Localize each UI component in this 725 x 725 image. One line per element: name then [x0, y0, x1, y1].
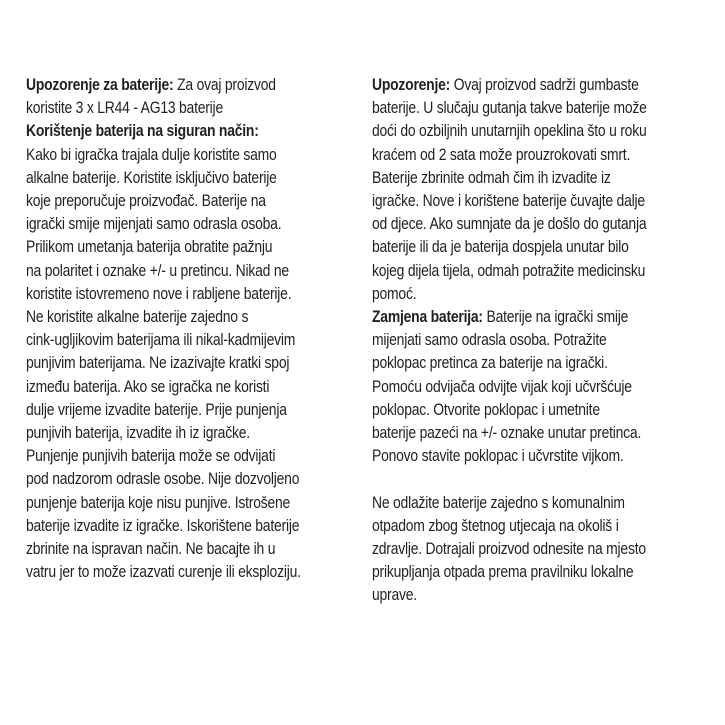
text-line [372, 260, 709, 283]
body-text: baterije ili da je baterija dospjela unutar bilo [372, 238, 629, 257]
body-text: baterije. U slučaju gutanja takve baterije može [372, 99, 647, 118]
text-line [26, 74, 363, 97]
body-text: koristite istovremeno nove i rabljene baterije. [26, 284, 292, 303]
body-text: zdravlje. Dotrajali proizvod odnesite na mjesto [372, 540, 646, 559]
body-text: otpadom zbog štetnog utjecaja na okoliš i [372, 516, 619, 535]
text-line [26, 283, 363, 306]
body-text: Prilikom umetanja baterija obratite pažnju [26, 238, 273, 257]
body-text: Pomoću odvijača odvijte vijak koji učvršćuje [372, 377, 632, 396]
text-line [372, 167, 709, 190]
text-line [26, 468, 363, 491]
bold-heading: Upozorenje za baterije: [26, 76, 174, 94]
text-line [372, 283, 709, 306]
text-line [372, 97, 709, 120]
text-line [26, 329, 363, 352]
body-text: Za ovaj proizvod [173, 76, 276, 94]
body-text: Baterije na igrački smije [482, 308, 629, 327]
body-text: koje preporučuje proizvođač. Baterije na [26, 192, 266, 211]
text-line [26, 561, 363, 584]
text-line [26, 376, 363, 399]
body-text: koristite 3 x LR44 - AG13 baterije [26, 99, 223, 118]
paragraph-gap [372, 468, 709, 491]
text-line [26, 167, 363, 190]
text-line [26, 260, 363, 283]
text-line [372, 422, 709, 445]
text-line [26, 538, 363, 561]
body-text: pomoć. [372, 284, 417, 303]
text-line [372, 306, 709, 329]
text-line [372, 144, 709, 167]
text-line [372, 584, 709, 607]
body-text: uprave. [372, 586, 417, 605]
text-line [372, 329, 709, 352]
text-line [26, 97, 363, 120]
text-line [26, 190, 363, 213]
text-line [26, 492, 363, 515]
body-text: poklopac pretinca za baterije na igrački. [372, 354, 608, 373]
body-text: kraćem od 2 sata može prouzrokovati smrt. [372, 145, 631, 164]
text-line [372, 445, 709, 468]
bold-heading: Zamjena baterija: [372, 308, 483, 327]
body-text: na polaritet i oznake +/- u pretincu. Nikad ne [26, 261, 289, 280]
body-text: pod nadzorom odrasle osobe. Nije dozvoljeno [26, 470, 300, 489]
text-line [372, 120, 709, 143]
right-text-column [372, 74, 709, 608]
body-text: kojeg dijela tijela, odmah potražite medicinsku [372, 261, 646, 280]
body-text: Ne koristite alkalne baterije zajedno s [26, 308, 249, 327]
body-text: punjivim baterijama. Ne izazivajte kratki spoj [26, 354, 290, 373]
text-line [372, 399, 709, 422]
body-text: Ne odlažite baterije zajedno s komunalnim [372, 493, 625, 512]
text-line [26, 515, 363, 538]
body-text: vatru jer to može izazvati curenje ili eksploziju. [26, 563, 301, 582]
body-text: igrački smije mijenjati samo odrasla osoba. [26, 215, 282, 234]
text-line [372, 190, 709, 213]
body-text: Kako bi igračka trajala dulje koristite samo [26, 145, 277, 164]
text-line [372, 492, 709, 515]
body-text: baterije izvadite iz igračke. Iskorištene baterije [26, 516, 300, 535]
text-line [372, 538, 709, 561]
body-text: punjenje baterija koje nisu punjive. Istrošene [26, 493, 291, 512]
text-line [26, 120, 363, 143]
body-text: između baterija. Ako se igračka ne koristi [26, 377, 270, 396]
text-line [372, 352, 709, 375]
body-text: Ponovo stavite poklopac i učvrstite vijkom. [372, 447, 624, 466]
body-text: od djece. Ako sumnjate da je došlo do gutanja [372, 215, 647, 234]
text-line [372, 74, 709, 97]
text-line [26, 236, 363, 259]
bold-heading: Korištenje baterija na siguran način: [26, 122, 259, 141]
body-text: poklopac. Otvorite poklopac i umetnite [372, 400, 600, 419]
body-text: baterije pazeći na +/- oznake unutar pretinca. [372, 424, 642, 443]
body-text: Punjenje punjivih baterija može se odvijati [26, 447, 276, 466]
body-text: doći do ozbiljnih unutarnjih opeklina što u roku [372, 122, 647, 141]
text-line [26, 144, 363, 167]
text-line [26, 445, 363, 468]
body-text: mijenjati samo odrasla osoba. Potražite [372, 331, 607, 350]
body-text: cink-ugljikovim baterijama ili nikal-kadmijevim [26, 331, 296, 350]
body-text: Baterije zbrinite odmah čim ih izvadite iz [372, 168, 611, 187]
body-text: zbrinite na ispravan način. Ne bacajte ih u [26, 540, 276, 559]
body-text: punjivih baterija, izvadite ih iz igračke. [26, 424, 250, 443]
body-text: igračke. Nove i korištene baterije čuvajte dalje [372, 192, 645, 211]
text-line [26, 399, 363, 422]
left-text-column [26, 74, 363, 584]
body-text: alkalne baterije. Koristite isključivo baterije [26, 168, 277, 187]
text-line [26, 306, 363, 329]
text-line [26, 352, 363, 375]
body-text: prikupljanja otpada prema pravilniku lokalne [372, 563, 634, 582]
body-text: Ovaj proizvod sadrži gumbaste [450, 76, 639, 94]
body-text: dulje vrijeme izvadite baterije. Prije punjenja [26, 400, 287, 419]
text-line [372, 376, 709, 399]
text-line [26, 213, 363, 236]
text-line [372, 515, 709, 538]
text-line [372, 236, 709, 259]
text-line [26, 422, 363, 445]
text-line [372, 561, 709, 584]
text-line [372, 213, 709, 236]
bold-heading: Upozorenje: [372, 76, 451, 94]
